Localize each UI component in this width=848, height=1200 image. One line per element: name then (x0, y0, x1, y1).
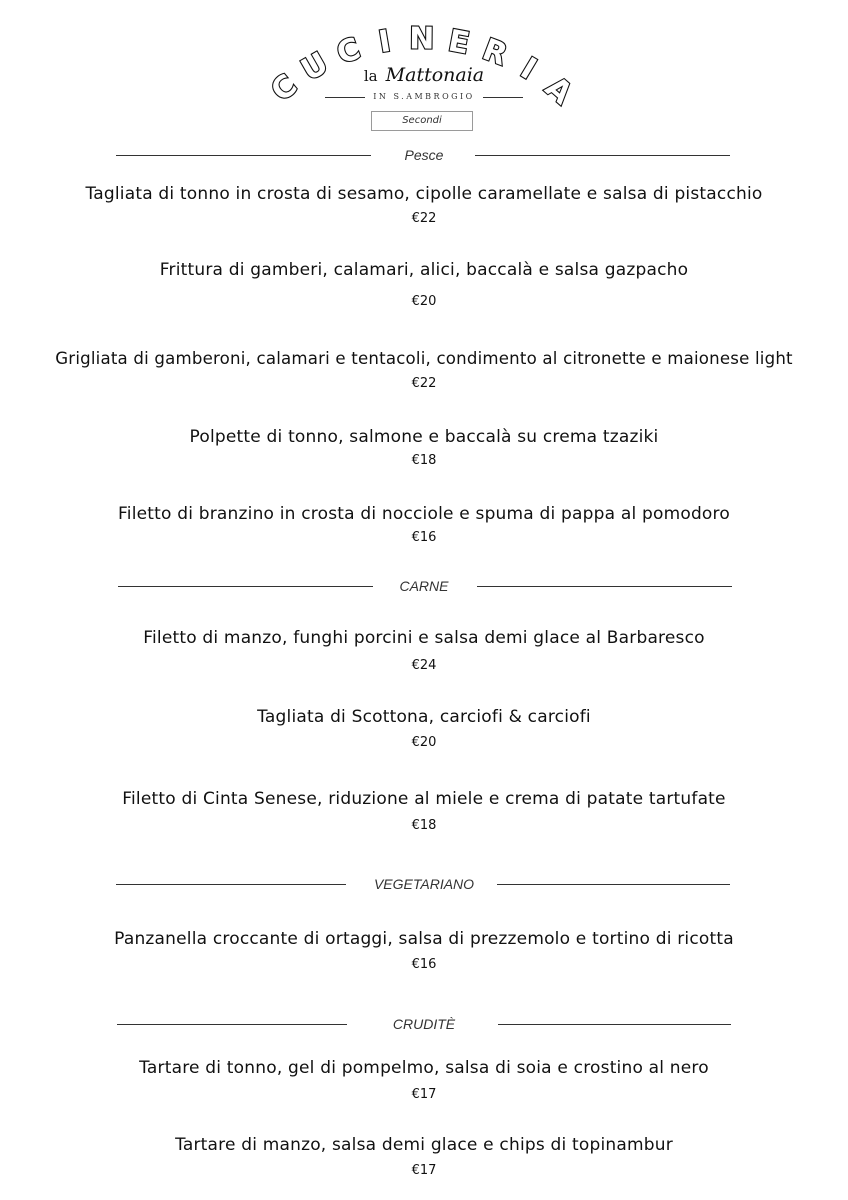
dish-price: €18 (411, 453, 437, 468)
dish-price: €18 (411, 818, 437, 833)
section-header-pesce (0, 145, 848, 165)
dish-name: Grigliata di gamberoni, calamari e tentacoli, condimento al citronette e maionese light (55, 349, 793, 368)
logo-subtitle-rule-left (325, 97, 365, 98)
dish-name: Tagliata di Scottona, carciofi & carciofi (257, 707, 591, 727)
section-title: VEGETARIANO (373, 876, 475, 892)
logo-script (0, 64, 848, 86)
dish-name: Filetto di Cinta Senese, riduzione al miele e crema di patate tartufate (122, 789, 726, 809)
logo-letter: N (409, 21, 435, 57)
dish-price: €20 (411, 735, 437, 750)
dish-price: €20 (411, 294, 437, 309)
dish-name: Polpette di tonno, salmone e baccalà su crema tzaziki (189, 427, 659, 447)
dish-price: €24 (411, 658, 437, 673)
logo-subtitle (0, 92, 848, 101)
section-rule-right (477, 586, 732, 587)
dish-price: €17 (411, 1163, 437, 1178)
section-header-carne (0, 576, 848, 596)
section-rule-right (497, 884, 730, 885)
logo-script-name: Mattonaia (385, 64, 485, 86)
section-rule-right (475, 155, 730, 156)
dish-name: Tagliata di tonno in crosta di sesamo, cipolle caramellate e salsa di pistacchio (85, 184, 763, 204)
section-title: CARNE (399, 578, 449, 594)
section-title: CRUDITÈ (392, 1016, 456, 1032)
dish-name: Frittura di gamberi, calamari, alici, baccalà e salsa gazpacho (159, 260, 689, 280)
dish-price: €17 (411, 1087, 437, 1102)
section-rule-right (498, 1024, 731, 1025)
logo-letter: C (332, 31, 365, 72)
dish-price: €22 (411, 376, 437, 391)
section-header-vegetariano (0, 874, 848, 894)
dish-name: Filetto di manzo, funghi porcini e salsa demi glace al Barbaresco (143, 628, 705, 648)
logo-letter: R (477, 32, 512, 74)
logo-letter: A (538, 69, 579, 112)
logo-letter: U (295, 45, 335, 89)
logo-letter: I (376, 23, 394, 61)
section-title: Pesce (404, 147, 444, 163)
dish-name: Tartare di tonno, gel di pompelmo, salsa di soia e crostino al nero (139, 1058, 709, 1078)
logo-subtitle-rule-right (483, 97, 523, 98)
dish-price: €22 (411, 211, 437, 226)
logo-letter: E (445, 23, 473, 62)
logo-letter: C (264, 67, 305, 109)
dish-price: €16 (411, 957, 437, 972)
dish-name: Tartare di manzo, salsa demi glace e chips di topinambur (175, 1135, 673, 1155)
logo-script-prefix: la (363, 67, 378, 85)
dish-name: Filetto di branzino in crosta di nocciole e spuma di pappa al pomodoro (118, 504, 730, 524)
logo-letter: I (514, 51, 543, 87)
dish-price: €16 (411, 530, 437, 545)
logo-subtitle-text: IN S.AMBROGIO (373, 92, 475, 101)
section-header-crudite (0, 1014, 848, 1034)
menu-category-badge: Secondi (371, 111, 473, 131)
dish-name: Panzanella croccante di ortaggi, salsa di prezzemolo e tortino di ricotta (114, 929, 734, 949)
